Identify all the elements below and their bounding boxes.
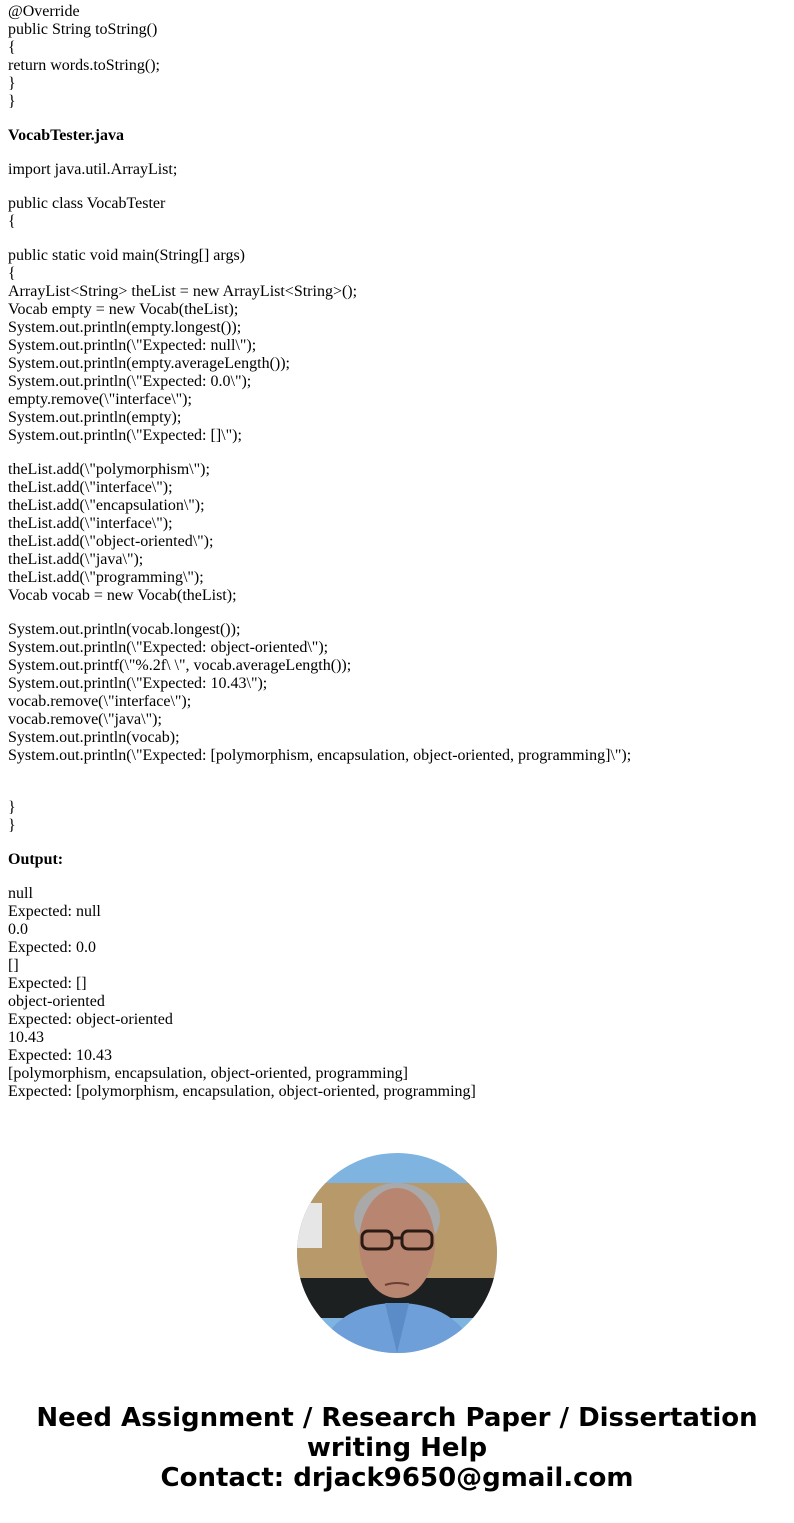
code-line: theList.add(\"interface\"); xyxy=(8,515,173,532)
code-line: System.out.println(\"Expected: 0.0\"); xyxy=(8,373,252,390)
document-body xyxy=(8,3,786,1117)
banner-line-1: Need Assignment / Research Paper / Dissertation xyxy=(36,1403,758,1433)
contact-email: Contact: drjack9650@gmail.com xyxy=(160,1463,634,1493)
code-line: Vocab vocab = new Vocab(theList); xyxy=(8,587,237,604)
code-line: } xyxy=(8,75,16,92)
code-line: System.out.println(vocab); xyxy=(8,729,180,746)
section-heading xyxy=(8,127,786,145)
code-block xyxy=(8,461,786,605)
code-line: System.out.println(empty); xyxy=(8,409,182,426)
code-block xyxy=(8,621,786,765)
code-line: theList.add(\"java\"); xyxy=(8,551,144,568)
code-line: vocab.remove(\"java\"); xyxy=(8,711,162,728)
code-line: } xyxy=(8,799,16,816)
code-block xyxy=(8,247,786,445)
code-block xyxy=(8,161,786,179)
code-line: System.out.printf(\"%.2f\ \", vocab.averageLength()); xyxy=(8,657,352,674)
output-line: [] xyxy=(8,957,19,974)
output-block xyxy=(8,885,786,1101)
output-line: 0.0 xyxy=(8,921,28,938)
banner-line-2: writing Help xyxy=(306,1433,488,1463)
code-line: public String toString() xyxy=(8,21,158,38)
code-line: System.out.println(empty.longest()); xyxy=(8,319,242,336)
code-line: } xyxy=(8,93,16,110)
code-line: System.out.println(\"Expected: [polymorphism, encapsulation, object-oriented, programming]\"); xyxy=(8,747,632,764)
code-line: public class VocabTester xyxy=(8,195,166,212)
code-line: public static void main(String[] args) xyxy=(8,247,245,264)
output-line: null xyxy=(8,885,33,902)
code-block xyxy=(8,781,786,835)
code-line: { xyxy=(8,39,16,56)
code-line: ArrayList<String> theList = new ArrayList<String>(); xyxy=(8,283,358,300)
code-block xyxy=(8,3,786,111)
code-line: theList.add(\"encapsulation\"); xyxy=(8,497,205,514)
output-line: Expected: [polymorphism, encapsulation, object-oriented, programming] xyxy=(8,1083,476,1100)
contact-banner xyxy=(0,1403,794,1493)
code-line: System.out.println(\"Expected: 10.43\"); xyxy=(8,675,268,692)
output-line: Expected: 10.43 xyxy=(8,1047,112,1064)
code-line: theList.add(\"polymorphism\"); xyxy=(8,461,210,478)
output-line: [polymorphism, encapsulation, object-oriented, programming] xyxy=(8,1065,408,1082)
code-line: } xyxy=(8,817,16,834)
output-line: Expected: null xyxy=(8,903,101,920)
code-line: theList.add(\"programming\"); xyxy=(8,569,204,586)
code-line: System.out.println(empty.averageLength()); xyxy=(8,355,290,372)
section-heading xyxy=(8,851,786,869)
output-line: object-oriented xyxy=(8,993,105,1010)
code-line: System.out.println(vocab.longest()); xyxy=(8,621,241,638)
code-line xyxy=(8,781,786,799)
output-line: 10.43 xyxy=(8,1029,44,1046)
code-line: import java.util.ArrayList; xyxy=(8,161,178,178)
code-line: { xyxy=(8,265,16,282)
output-line: Expected: object-oriented xyxy=(8,1011,173,1028)
code-line: return words.toString(); xyxy=(8,57,160,74)
code-line: theList.add(\"object-oriented\"); xyxy=(8,533,214,550)
code-line: System.out.println(\"Expected: []\"); xyxy=(8,427,242,444)
code-line: vocab.remove(\"interface\"); xyxy=(8,693,192,710)
heading-text: VocabTester.java xyxy=(8,127,125,144)
code-line: @Override xyxy=(8,3,80,20)
code-line: Vocab empty = new Vocab(theList); xyxy=(8,301,239,318)
code-line: empty.remove(\"interface\"); xyxy=(8,391,192,408)
output-line: Expected: 0.0 xyxy=(8,939,96,956)
heading-text: Output: xyxy=(8,851,64,868)
code-line: System.out.println(\"Expected: null\"); xyxy=(8,337,257,354)
person-photo-icon xyxy=(297,1153,497,1353)
code-line: System.out.println(\"Expected: object-oriented\"); xyxy=(8,639,329,656)
author-photo xyxy=(297,1153,497,1353)
code-block xyxy=(8,195,786,231)
output-line: Expected: [] xyxy=(8,975,87,992)
code-line: theList.add(\"interface\"); xyxy=(8,479,173,496)
code-line: { xyxy=(8,213,16,230)
